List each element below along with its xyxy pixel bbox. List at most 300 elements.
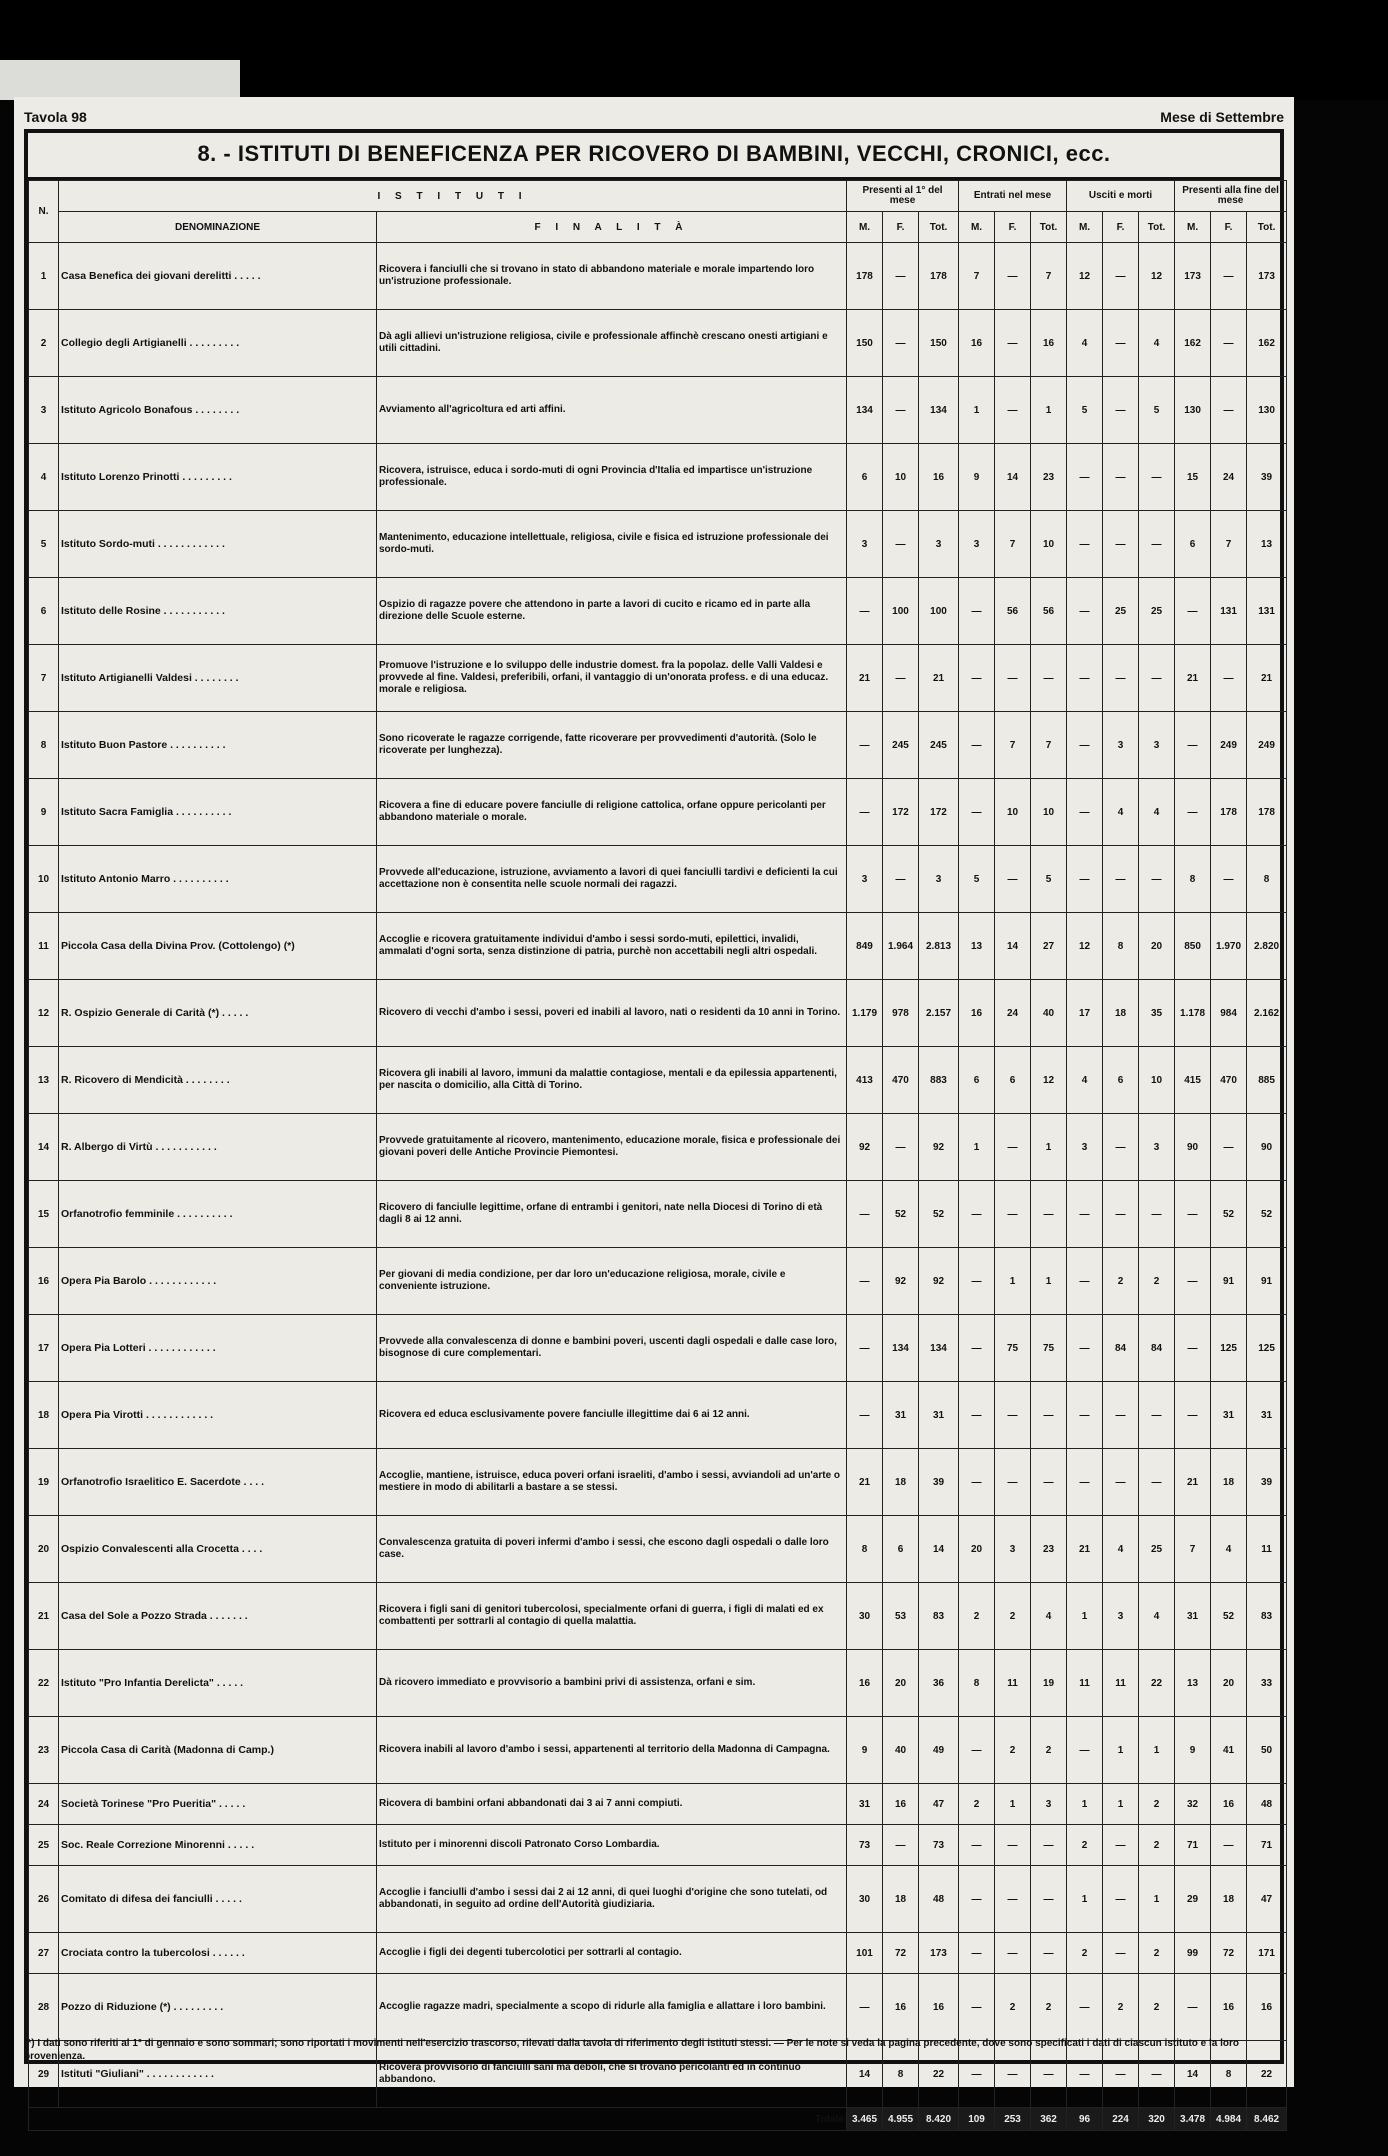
row-value: — [959, 1449, 995, 1516]
row-value: 130 [1247, 377, 1287, 444]
row-value: — [1067, 2041, 1103, 2108]
row-number: 29 [29, 2041, 59, 2108]
row-value: 52 [1247, 1181, 1287, 1248]
table-row [29, 1650, 1287, 1717]
row-value: — [1175, 779, 1211, 846]
row-value: — [1067, 1248, 1103, 1315]
row-value: — [959, 1933, 995, 1974]
row-value: 5 [1031, 846, 1067, 913]
row-finalita: Provvede alla convalescenza di donne e bambini poveri, uscenti dagli ospedali e dalle case loro, bisognose di cure complementari. [377, 1315, 847, 1382]
row-value: — [847, 578, 883, 645]
row-value: 2 [959, 1784, 995, 1825]
row-denominazione: Comitato di difesa dei fanciulli . . . . . [59, 1866, 377, 1933]
row-value: 415 [1175, 1047, 1211, 1114]
row-value: 134 [919, 377, 959, 444]
table-row [29, 1248, 1287, 1315]
table-row [29, 377, 1287, 444]
row-finalita: Mantenimento, educazione intellettuale, religiosa, civile e fisica ed istruzione professionale dei sordo-muti. [377, 511, 847, 578]
row-value: 52 [1211, 1181, 1247, 1248]
row-value: 12 [1031, 1047, 1067, 1114]
row-value: — [1067, 779, 1103, 846]
row-value: 14 [995, 444, 1031, 511]
table-row [29, 1784, 1287, 1825]
row-value: 18 [1103, 980, 1139, 1047]
row-value: 47 [919, 1784, 959, 1825]
row-value: 150 [919, 310, 959, 377]
row-value: 18 [1211, 1449, 1247, 1516]
row-value: — [995, 1114, 1031, 1181]
tavola-label: Tavola 98 [24, 109, 87, 125]
row-finalita: Ricovera provvisorio di fanciulli sani ma deboli, che si trovano pericolanti ed in continuo abbandono. [377, 2041, 847, 2108]
row-value: 3 [995, 1516, 1031, 1583]
row-value: — [1139, 2041, 1175, 2108]
row-value: 10 [1031, 779, 1067, 846]
table-row [29, 645, 1287, 712]
row-value: 52 [919, 1181, 959, 1248]
row-value: 413 [847, 1047, 883, 1114]
row-value: — [959, 712, 995, 779]
col-header-m: M. [959, 212, 995, 243]
row-denominazione: Opera Pia Barolo . . . . . . . . . . . . [59, 1248, 377, 1315]
col-header-entrati: Entrati nel mese [959, 181, 1067, 212]
row-finalita: Convalescenza gratuita di poveri infermi d'ambo i sessi, che escono dagli ospedali o dalle loro case. [377, 1516, 847, 1583]
row-value: 33 [1247, 1650, 1287, 1717]
row-value: 39 [1247, 444, 1287, 511]
row-value: 5 [1139, 377, 1175, 444]
row-denominazione: Collegio degli Artigianelli . . . . . . . . . [59, 310, 377, 377]
row-value: — [883, 1825, 919, 1866]
row-value: — [1103, 1181, 1139, 1248]
row-number: 2 [29, 310, 59, 377]
row-finalita: Accoglie, mantiene, istruisce, educa poveri orfani israeliti, d'ambo i sessi, avviandoli ad un'arte o mestiere in modo di abilitarli a bastare a se stessi. [377, 1449, 847, 1516]
row-value: — [847, 779, 883, 846]
row-value: 6 [995, 1047, 1031, 1114]
row-value: 20 [1211, 1650, 1247, 1717]
row-finalita: Provvede gratuitamente al ricovero, mantenimento, educazione morale, fisica e professionale dei giovani poveri delle Antiche Provincie Piemontesi. [377, 1114, 847, 1181]
row-number: 28 [29, 1974, 59, 2041]
institutes-table [28, 180, 1287, 2131]
row-value: 11 [1067, 1650, 1103, 1717]
row-value: — [1103, 645, 1139, 712]
row-number: 21 [29, 1583, 59, 1650]
row-value: 16 [1211, 1974, 1247, 2041]
row-value: — [1067, 1315, 1103, 1382]
table-row [29, 1114, 1287, 1181]
table-row [29, 1047, 1287, 1114]
row-value: — [959, 1248, 995, 1315]
row-value: 100 [883, 578, 919, 645]
row-value: — [995, 310, 1031, 377]
row-value: — [1067, 1181, 1103, 1248]
row-value: 162 [1175, 310, 1211, 377]
row-number: 7 [29, 645, 59, 712]
row-value: — [883, 243, 919, 310]
row-value: 75 [995, 1315, 1031, 1382]
row-value: 83 [919, 1583, 959, 1650]
row-value: 83 [1247, 1583, 1287, 1650]
row-value: — [1103, 444, 1139, 511]
row-value: — [959, 645, 995, 712]
row-finalita: Ricovera di bambini orfani abbandonati dai 3 ai 7 anni compiuti. [377, 1784, 847, 1825]
row-value: 1 [1031, 377, 1067, 444]
table-row [29, 444, 1287, 511]
table-row [29, 1974, 1287, 2041]
row-value: 84 [1139, 1315, 1175, 1382]
row-value: — [1139, 645, 1175, 712]
row-value: 16 [919, 1974, 959, 2041]
row-value: 9 [1175, 1717, 1211, 1784]
row-value: 31 [1175, 1583, 1211, 1650]
row-denominazione: Orfanotrofio femminile . . . . . . . . . . [59, 1181, 377, 1248]
row-value: 14 [919, 1516, 959, 1583]
row-value: 90 [1247, 1114, 1287, 1181]
row-finalita: Per giovani di media condizione, per dar loro un'educazione religiosa, morale, civile e conveniente istruzione. [377, 1248, 847, 1315]
row-number: 5 [29, 511, 59, 578]
row-value: 48 [919, 1866, 959, 1933]
table-row [29, 1825, 1287, 1866]
row-value: 84 [1103, 1315, 1139, 1382]
row-value: 16 [1031, 310, 1067, 377]
row-value: 92 [919, 1114, 959, 1181]
row-value: 131 [1211, 578, 1247, 645]
row-value: 71 [1175, 1825, 1211, 1866]
row-value: 249 [1247, 712, 1287, 779]
row-value: — [883, 645, 919, 712]
totals-value: 4.955 [883, 2108, 919, 2131]
row-value: 3 [847, 846, 883, 913]
row-value: 150 [847, 310, 883, 377]
row-value: 50 [1247, 1717, 1287, 1784]
table-body [29, 243, 1287, 2131]
row-value: 91 [1211, 1248, 1247, 1315]
row-value: 1 [995, 1784, 1031, 1825]
row-value: 3 [919, 511, 959, 578]
row-value: 1 [1067, 1866, 1103, 1933]
row-number: 14 [29, 1114, 59, 1181]
row-value: — [847, 712, 883, 779]
totals-value: 96 [1067, 2108, 1103, 2131]
row-value: — [1103, 310, 1139, 377]
totals-value: 8.462 [1247, 2108, 1287, 2131]
row-number: 4 [29, 444, 59, 511]
row-value: 2.162 [1247, 980, 1287, 1047]
row-denominazione: Crociata contro la tubercolosi . . . . . . [59, 1933, 377, 1974]
row-value: 21 [1175, 1449, 1211, 1516]
row-value: 6 [847, 444, 883, 511]
totals-value: 320 [1139, 2108, 1175, 2131]
row-value: 849 [847, 913, 883, 980]
row-value: 14 [1175, 2041, 1211, 2108]
row-value: 10 [1031, 511, 1067, 578]
row-value: 73 [919, 1825, 959, 1866]
row-value: 4 [1139, 1583, 1175, 1650]
row-value: 1 [959, 1114, 995, 1181]
table-row [29, 846, 1287, 913]
row-value: — [1175, 578, 1211, 645]
row-value: — [1067, 1717, 1103, 1784]
col-header-m: M. [1067, 212, 1103, 243]
row-finalita: Avviamento all'agricoltura ed arti affini. [377, 377, 847, 444]
row-number: 13 [29, 1047, 59, 1114]
table-frame [24, 129, 1284, 2125]
row-value: 125 [1247, 1315, 1287, 1382]
row-value: 173 [1247, 243, 1287, 310]
row-value: 4 [1103, 1516, 1139, 1583]
row-number: 18 [29, 1382, 59, 1449]
page-title: 8. - ISTITUTI DI BENEFICENZA PER RICOVERO DI BAMBINI, VECCHI, CRONICI, ecc. [197, 141, 1111, 166]
row-value: 245 [919, 712, 959, 779]
row-number: 6 [29, 578, 59, 645]
row-denominazione: Pozzo di Riduzione (*) . . . . . . . . . [59, 1974, 377, 2041]
row-value: 2 [1103, 1248, 1139, 1315]
row-value: 173 [919, 1933, 959, 1974]
row-value: 8 [847, 1516, 883, 1583]
row-value: 1 [1031, 1114, 1067, 1181]
table-row [29, 1449, 1287, 1516]
row-value: 1.178 [1175, 980, 1211, 1047]
row-value: 6 [883, 1516, 919, 1583]
row-value: 18 [883, 1866, 919, 1933]
row-value: 32 [1175, 1784, 1211, 1825]
row-value: 1 [1103, 1784, 1139, 1825]
row-value: — [1103, 1382, 1139, 1449]
row-finalita: Accoglie e ricovera gratuitamente individui d'ambo i sessi sordo-muti, epilettici, invalidi, ammalati d'ogni sorta, senza distinzione di patria, purchè non accettabili negli altri ospedali. [377, 913, 847, 980]
row-value: 4 [1139, 779, 1175, 846]
row-denominazione: Istituto Buon Pastore . . . . . . . . . . [59, 712, 377, 779]
row-value: 178 [847, 243, 883, 310]
row-value: 100 [919, 578, 959, 645]
table-row [29, 1717, 1287, 1784]
row-value: — [1103, 1114, 1139, 1181]
row-finalita: Istituto per i minorenni discoli Patronato Corso Lombardia. [377, 1825, 847, 1866]
row-value: 12 [1139, 243, 1175, 310]
row-value: 90 [1175, 1114, 1211, 1181]
table-row [29, 578, 1287, 645]
row-denominazione: Istituto Antonio Marro . . . . . . . . . . [59, 846, 377, 913]
row-value: 1 [995, 1248, 1031, 1315]
row-value: 978 [883, 980, 919, 1047]
row-value: 2 [1031, 1974, 1067, 2041]
totals-value: 253 [995, 2108, 1031, 2131]
row-value: 20 [883, 1650, 919, 1717]
table-row [29, 1583, 1287, 1650]
row-value: — [995, 1866, 1031, 1933]
col-header-presenti-fine: Presenti alla fine del mese [1175, 181, 1287, 212]
row-value: — [959, 2041, 995, 2108]
row-number: 25 [29, 1825, 59, 1866]
row-value: 72 [883, 1933, 919, 1974]
row-value: 15 [1175, 444, 1211, 511]
row-value: — [1031, 2041, 1067, 2108]
row-value: 4 [1067, 1047, 1103, 1114]
row-value: 3 [1103, 1583, 1139, 1650]
row-value: 16 [959, 980, 995, 1047]
row-value: — [1031, 1181, 1067, 1248]
row-value: 8 [1175, 846, 1211, 913]
row-denominazione: Istituto Lorenzo Prinotti . . . . . . . . . [59, 444, 377, 511]
row-value: 2 [1139, 1933, 1175, 1974]
row-value: 31 [883, 1382, 919, 1449]
row-value: 35 [1139, 980, 1175, 1047]
row-value: 172 [919, 779, 959, 846]
row-number: 8 [29, 712, 59, 779]
row-value: 41 [1211, 1717, 1247, 1784]
row-value: 56 [1031, 578, 1067, 645]
row-value: 13 [1175, 1650, 1211, 1717]
row-value: 31 [1211, 1382, 1247, 1449]
row-value: — [1211, 645, 1247, 712]
row-value: 8 [1103, 913, 1139, 980]
row-value: — [1211, 1825, 1247, 1866]
row-value: 92 [919, 1248, 959, 1315]
row-value: 25 [1103, 578, 1139, 645]
row-denominazione: Istituto Artigianelli Valdesi . . . . . . . . [59, 645, 377, 712]
row-value: 14 [847, 2041, 883, 2108]
row-value: 1.964 [883, 913, 919, 980]
row-number: 12 [29, 980, 59, 1047]
row-value: 1 [1103, 1717, 1139, 1784]
row-finalita: Ricovera i fanciulli che si trovano in stato di abbandono materiale e morale impartendo loro un'istruzione professionale. [377, 243, 847, 310]
row-value: 12 [1067, 243, 1103, 310]
row-value: — [883, 310, 919, 377]
row-value: 134 [883, 1315, 919, 1382]
row-value: — [1175, 1974, 1211, 2041]
row-value: — [1103, 1449, 1139, 1516]
table-row [29, 511, 1287, 578]
row-value: 134 [919, 1315, 959, 1382]
row-value: 18 [883, 1449, 919, 1516]
row-value: 18 [1211, 1866, 1247, 1933]
row-denominazione: Casa Benefica dei giovani derelitti . . . . . [59, 243, 377, 310]
row-value: — [847, 1181, 883, 1248]
row-value: — [995, 1382, 1031, 1449]
row-value: 16 [1211, 1784, 1247, 1825]
col-header-tot: Tot. [1247, 212, 1287, 243]
row-number: 11 [29, 913, 59, 980]
row-value: — [959, 1717, 995, 1784]
row-number: 24 [29, 1784, 59, 1825]
row-value: 73 [847, 1825, 883, 1866]
row-value: 56 [995, 578, 1031, 645]
row-finalita: Ricovera, istruisce, educa i sordo-muti di ogni Provincia d'Italia ed impartisce un'istruzione professionale. [377, 444, 847, 511]
row-value: 1 [1067, 1583, 1103, 1650]
row-value: — [1139, 1449, 1175, 1516]
row-value: 3 [1031, 1784, 1067, 1825]
row-denominazione: Istituto "Pro Infantia Derelicta" . . . . . [59, 1650, 377, 1717]
col-header-tot: Tot. [1031, 212, 1067, 243]
row-value: 7 [1175, 1516, 1211, 1583]
row-value: 22 [1247, 2041, 1287, 2108]
row-value: 10 [995, 779, 1031, 846]
totals-value: 3.478 [1175, 2108, 1211, 2131]
row-value: — [847, 1315, 883, 1382]
row-value: 92 [847, 1114, 883, 1181]
row-value: — [995, 243, 1031, 310]
table-row [29, 779, 1287, 846]
row-value: — [995, 1181, 1031, 1248]
row-denominazione: Ospizio Convalescenti alla Crocetta . . . . [59, 1516, 377, 1583]
row-number: 23 [29, 1717, 59, 1784]
row-number: 10 [29, 846, 59, 913]
row-number: 27 [29, 1933, 59, 1974]
row-value: — [1067, 1382, 1103, 1449]
row-number: 22 [29, 1650, 59, 1717]
col-header-f: F. [995, 212, 1031, 243]
col-header-f: F. [1211, 212, 1247, 243]
row-value: 3 [959, 511, 995, 578]
row-value: 172 [883, 779, 919, 846]
month-label: Mese di Settembre [1160, 109, 1284, 125]
table-row [29, 243, 1287, 310]
totals-value: 109 [959, 2108, 995, 2131]
row-value: — [995, 1825, 1031, 1866]
row-value: — [1211, 846, 1247, 913]
row-denominazione: Istituto Agricolo Bonafous . . . . . . . . [59, 377, 377, 444]
row-value: — [1031, 1866, 1067, 1933]
row-value: 130 [1175, 377, 1211, 444]
row-value: — [995, 846, 1031, 913]
totals-row [29, 2108, 1287, 2131]
row-value: 1.179 [847, 980, 883, 1047]
row-value: 30 [847, 1866, 883, 1933]
row-value: 470 [1211, 1047, 1247, 1114]
row-value: 1.970 [1211, 913, 1247, 980]
table-row [29, 1516, 1287, 1583]
row-denominazione: R. Albergo di Virtù . . . . . . . . . . . [59, 1114, 377, 1181]
row-value: — [1211, 243, 1247, 310]
row-value: 7 [1211, 511, 1247, 578]
row-value: 20 [959, 1516, 995, 1583]
row-finalita: Accoglie ragazze madri, specialmente a scopo di ridurle alla famiglia e allattare i loro bambini. [377, 1974, 847, 2041]
row-finalita: Provvede all'educazione, istruzione, avviamento a lavori di quei fanciulli tardivi e deficienti la cui accettazione non è consentita nelle scuole normali dei ragazzi. [377, 846, 847, 913]
row-value: — [959, 1315, 995, 1382]
row-value: 883 [919, 1047, 959, 1114]
row-value: 21 [1175, 645, 1211, 712]
row-value: — [1139, 1181, 1175, 1248]
row-value: 178 [919, 243, 959, 310]
row-value: 5 [959, 846, 995, 913]
row-value: 3 [1103, 712, 1139, 779]
row-value: — [883, 1114, 919, 1181]
row-number: 20 [29, 1516, 59, 1583]
table-row [29, 1933, 1287, 1974]
col-header-denominazione: DENOMINAZIONE [59, 212, 377, 243]
row-value: 27 [1031, 913, 1067, 980]
row-value: 2 [1067, 1933, 1103, 1974]
row-value: — [1175, 1382, 1211, 1449]
row-value: 885 [1247, 1047, 1287, 1114]
row-value: — [1139, 511, 1175, 578]
row-value: 1 [959, 377, 995, 444]
row-value: 40 [1031, 980, 1067, 1047]
row-value: 29 [1175, 1866, 1211, 1933]
row-finalita: Promuove l'istruzione e lo sviluppo delle industrie domest. fra la popolaz. delle Valli Valdesi e provvede al fine. Valdesi, preferibili, orfani, il vantaggio di un'onorata profess. e di una educaz. morale e religiosa. [377, 645, 847, 712]
row-value: 3 [1139, 1114, 1175, 1181]
row-value: 162 [1247, 310, 1287, 377]
totals-label: Totale [29, 2108, 847, 2131]
col-header-n: N. [29, 181, 59, 243]
row-value: 48 [1247, 1784, 1287, 1825]
row-value: 21 [1067, 1516, 1103, 1583]
totals-value: 224 [1103, 2108, 1139, 2131]
row-value: 40 [883, 1717, 919, 1784]
row-value: — [1211, 377, 1247, 444]
row-value: — [1067, 645, 1103, 712]
row-number: 3 [29, 377, 59, 444]
row-value: 2 [1031, 1717, 1067, 1784]
row-value: 21 [847, 1449, 883, 1516]
row-value: 173 [1175, 243, 1211, 310]
